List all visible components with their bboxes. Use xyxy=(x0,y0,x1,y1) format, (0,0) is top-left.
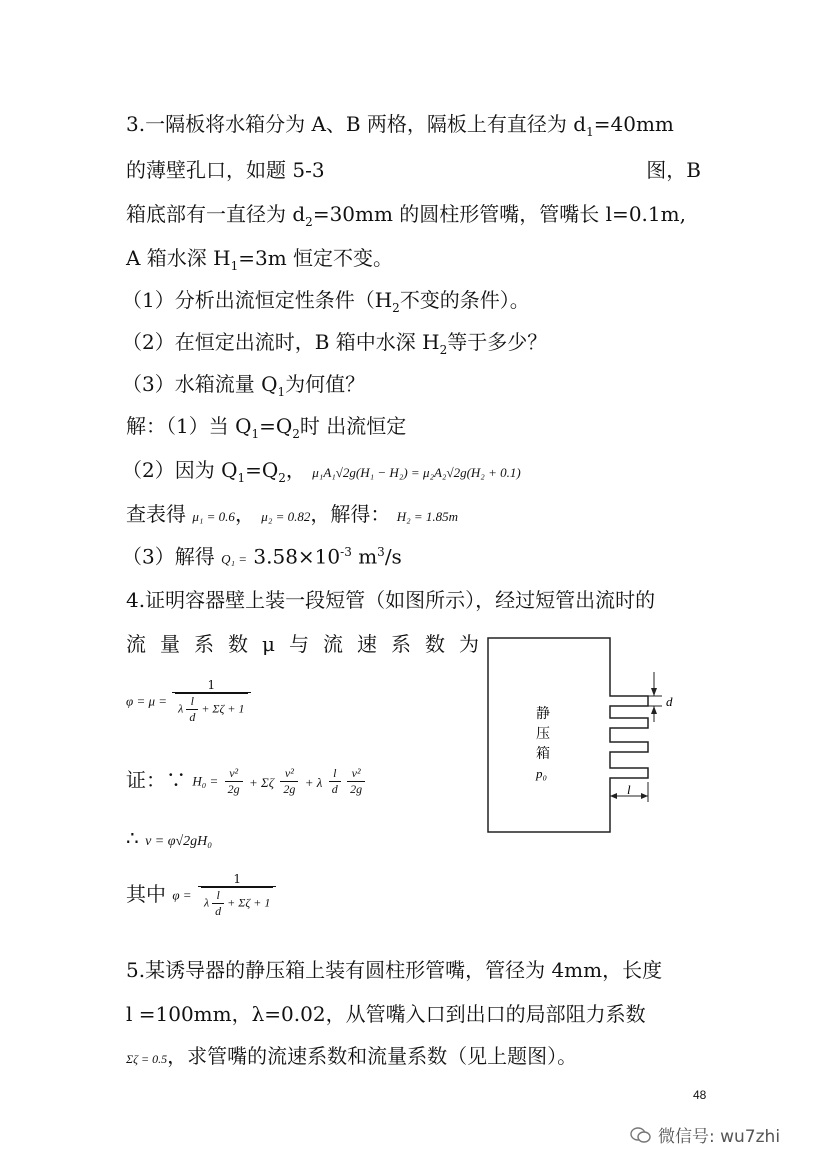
therefore-line: ∴ v = φ√2gH₀ xyxy=(126,826,213,850)
proof-line: 证：∵ H₀ = $\frac{\text{v²}}{2g}$ + Σζ $\frac{\text{v²}}{2g}$ + λ $\frac{l}{d}$ $\frac{\text{v²}}{2g}$ xyxy=(126,764,365,797)
flow-balance-equation: μ₁A₁√2g(H₁ − H₂) = μ₂A₂√2g(H₂ + 0.1) xyxy=(312,465,521,480)
p3-question3: （3）水箱流量 $Q_1$为何值？ xyxy=(122,372,366,399)
p5-line1: 5.某诱导器的静压箱上装有圆柱形管嘴，管径为 4mm，长度 xyxy=(126,958,663,982)
diagram-d-label: d xyxy=(666,694,673,709)
watermark: 微信号: wu7zhi xyxy=(630,1122,780,1147)
static-pressure-box-diagram xyxy=(470,630,690,840)
p5-line2: l =100mm，λ=0.02，从管嘴入口到出口的局部阻力系数 xyxy=(126,1002,646,1026)
diagram-l-label: l xyxy=(627,782,631,797)
phi-mu-formula: φ = μ = 1 λ $\frac{l}{d}$ + Σζ + 1 xyxy=(126,678,251,725)
diagram-label-1: 静 xyxy=(536,706,550,722)
p3-line2: 的薄壁孔口，如题 5-3 图，B xyxy=(126,158,701,182)
p3-question2: （2）在恒定出流时，B 箱中水深 $H_2$等于多少？ xyxy=(122,330,548,357)
p4-line2: 流量系数μ与流速系数为 xyxy=(126,632,493,656)
p3-solution2: （2）因为 $Q_1=Q_2$， μ₁A₁√2g(H₁ − H₂) = μ₂A₂√2g(H₂ + 0.1) xyxy=(122,458,521,485)
p3-question1: （1）分析出流恒定性条件（$H_2$不变的条件）。 xyxy=(122,288,530,315)
p3-solution2b: 查表得 μ₁ = 0.6， μ₂ = 0.82，解得： H₂ = 1.85m xyxy=(126,502,459,526)
diagram-p0: p₀ xyxy=(536,766,548,781)
p5-line3: Σζ = 0.5，求管嘴的流速系数和流量系数（见上题图）。 xyxy=(126,1044,578,1068)
where-line: 其中 φ = 1 λ $\frac{l}{d}$ + Σζ + 1 xyxy=(126,872,276,919)
diagram-label-2: 压 xyxy=(536,726,550,742)
p3-solution3: （3）解得 $Q_1 = 3.58\times 10^{-3}$ $m^3/s$ xyxy=(122,544,402,569)
p4-line1: 4.证明容器壁上装一段短管（如图所示），经过短管出流时的 xyxy=(126,588,656,612)
p3-line4: A 箱水深 $H_1=3m$ 恒定不变。 xyxy=(126,246,394,273)
page-number: 48 xyxy=(693,1088,707,1102)
wechat-icon xyxy=(630,1126,652,1144)
p3-line1: 3.一隔板将水箱分为 A、B 两格，隔板上有直径为 $d_1=40mm$ xyxy=(126,112,674,139)
p3-line3: 箱底部有一直径为 $d_2=30mm$ 的圆柱形管嘴，管嘴长 l=0.1m, xyxy=(126,202,686,229)
diagram-label-3: 箱 xyxy=(536,746,550,762)
p3-solution1: 解：（1）当 $Q_1=Q_2$时 出流恒定 xyxy=(126,414,407,441)
